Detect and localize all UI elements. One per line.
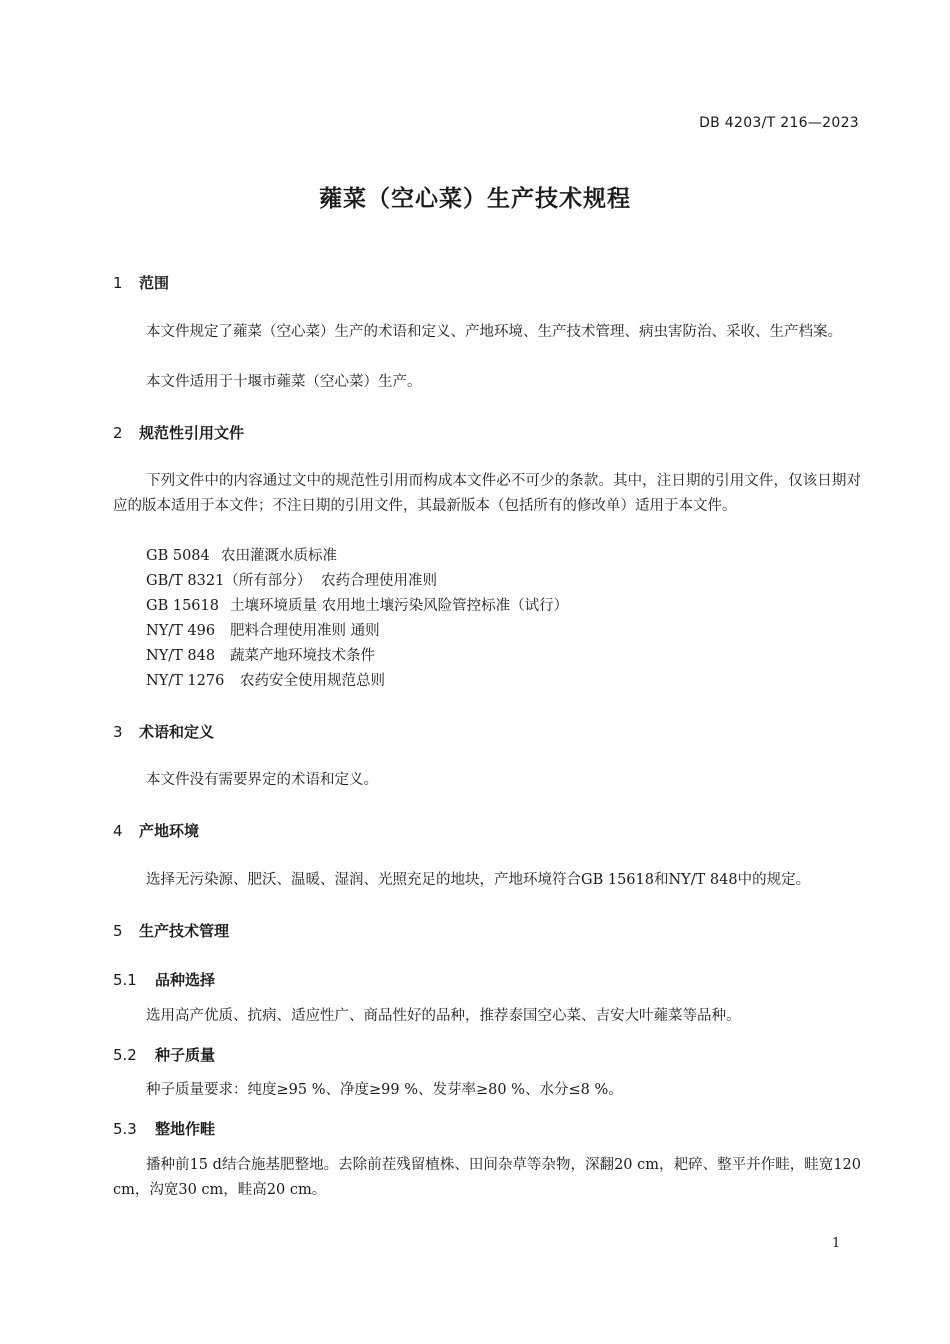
reference-title: 土壤环境质量 农用地土壤污染风险管控标准（试行） [230, 598, 569, 614]
subsection-heading-5-1 [113, 969, 215, 990]
section-number: 4 [113, 822, 123, 840]
reference-code: NY/T 1276 [146, 673, 225, 689]
subsection-heading-5-2 [113, 1044, 215, 1065]
section-heading-5 [113, 920, 229, 941]
reference-item [146, 669, 385, 690]
document-number: DB 4203/T 216—2023 [699, 115, 859, 131]
section-number: 3 [113, 723, 123, 741]
subsection-title: 品种选择 [155, 971, 216, 989]
section-title: 生产技术管理 [139, 922, 230, 940]
document-title: 蕹菜（空心菜）生产技术规程 [319, 186, 631, 212]
paragraph-scope-applicability: 本文件适用于十堰市蕹菜（空心菜）生产。 [146, 374, 422, 390]
section-title: 范围 [139, 274, 170, 292]
page-number: 1 [832, 1236, 841, 1251]
reference-item [146, 544, 337, 565]
reference-item [146, 569, 437, 590]
subsection-title: 整地作畦 [155, 1120, 216, 1138]
paragraph-land-preparation: 播种前15 d结合施基肥整地。去除前茬残留植株、田间杂草等杂物，深翻20 cm，耙碎、整平并作畦，畦宽120 cm，沟宽30 cm，畦高20 cm。 [113, 1157, 861, 1198]
reference-code: GB 15618 [146, 598, 219, 614]
reference-item [146, 594, 568, 615]
paragraph-normative-references: 下列文件中的内容通过文中的规范性引用而构成本文件必不可少的条款。其中，注日期的引用文件，仅该日期对应的版本适用于本文件；不注日期的引用文件，其最新版本（包括所有的修改单）适用于本文件。 [113, 473, 861, 514]
section-heading-1 [113, 272, 169, 293]
reference-item [146, 644, 375, 665]
section-title: 术语和定义 [139, 723, 215, 741]
section-heading-4 [113, 820, 199, 841]
section-number: 2 [113, 424, 123, 442]
paragraph-scope-content: 本文件规定了蕹菜（空心菜）生产的术语和定义、产地环境、生产技术管理、病虫害防治、采收、生产档案。 [146, 324, 842, 340]
section-title: 产地环境 [139, 822, 200, 840]
section-number: 5 [113, 922, 123, 940]
section-title: 规范性引用文件 [139, 424, 245, 442]
paragraph-environment: 选择无污染源、肥沃、温暖、湿润、光照充足的地块，产地环境符合GB 15618和NY/T 848中的规定。 [146, 872, 811, 888]
paragraph-variety-selection: 选用高产优质、抗病、适应性广、商品性好的品种，推荐泰国空心菜、吉安大叶蕹菜等品种。 [146, 1008, 741, 1024]
reference-item [146, 619, 380, 640]
paragraph-terms: 本文件没有需要界定的术语和定义。 [146, 772, 378, 788]
subsection-number: 5.1 [113, 971, 137, 989]
reference-code: GB/T 8321（所有部分） [146, 573, 312, 589]
subsection-number: 5.3 [113, 1120, 137, 1138]
reference-title: 蔬菜产地环境技术条件 [230, 648, 375, 664]
reference-title: 肥料合理使用准则 通则 [230, 623, 380, 639]
subsection-heading-5-3 [113, 1118, 215, 1139]
subsection-number: 5.2 [113, 1046, 137, 1064]
reference-title: 农药合理使用准则 [321, 573, 437, 589]
reference-title: 农田灌溉水质标准 [221, 548, 337, 564]
reference-code: NY/T 848 [146, 648, 216, 664]
subsection-title: 种子质量 [155, 1046, 216, 1064]
reference-code: NY/T 496 [146, 623, 216, 639]
reference-title: 农药安全使用规范总则 [240, 673, 385, 689]
reference-code: GB 5084 [146, 548, 210, 564]
section-heading-2 [113, 422, 244, 443]
section-heading-3 [113, 721, 214, 742]
paragraph-seed-quality: 种子质量要求：纯度≥95 %、净度≥99 %、发芽率≥80 %、水分≤8 %。 [146, 1082, 623, 1098]
section-number: 1 [113, 274, 123, 292]
